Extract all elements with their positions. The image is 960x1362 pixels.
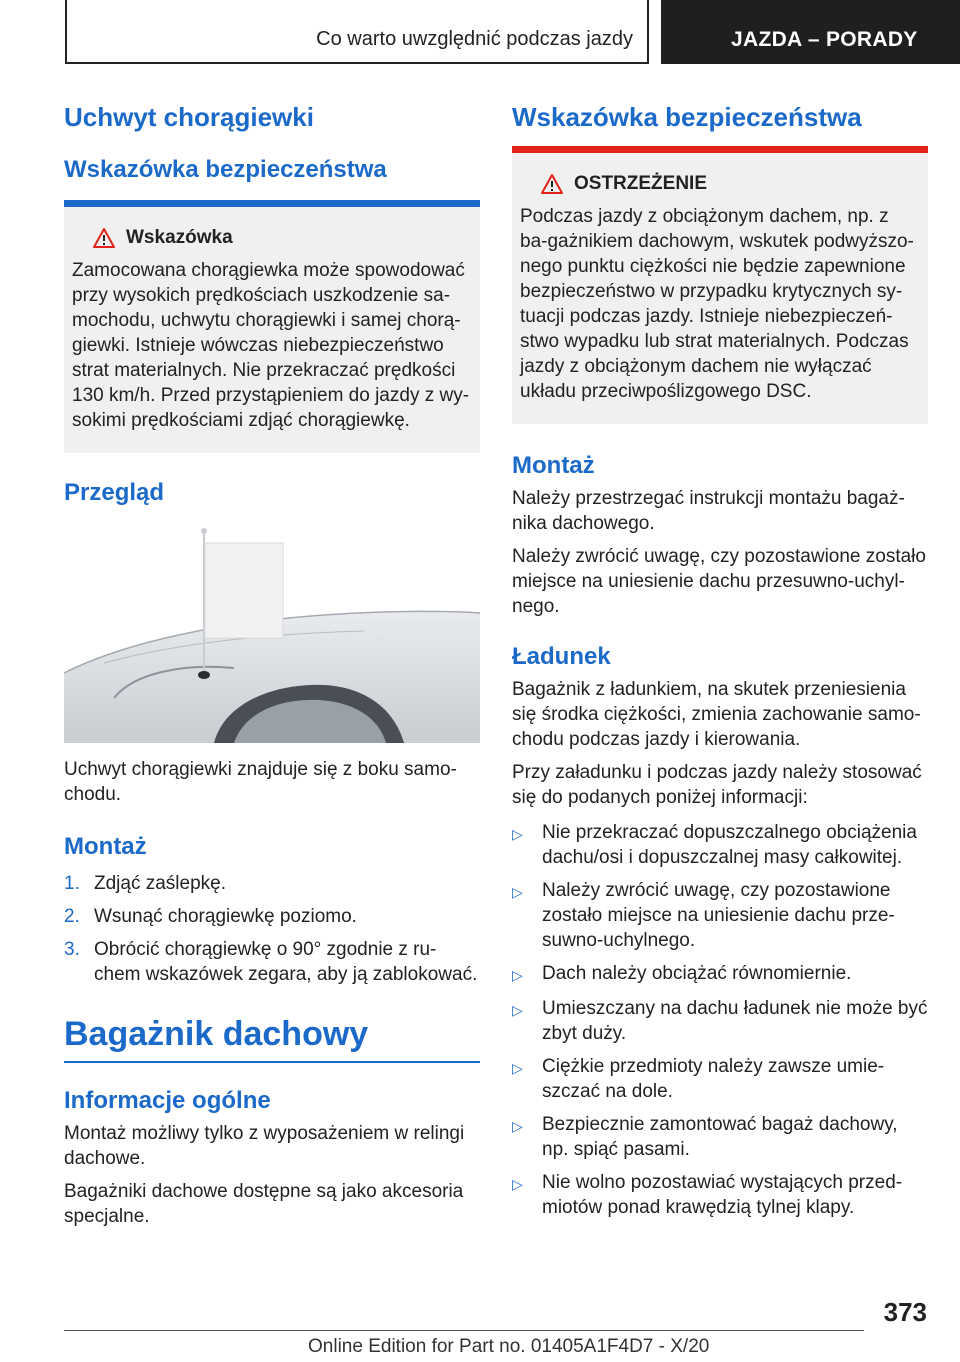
heading-roof-rack: Bagażnik dachowy [64, 1015, 369, 1053]
load-bullet-list [512, 820, 928, 1220]
step-item [64, 904, 480, 929]
warning-box [512, 153, 928, 424]
bullet-text: Nie wolno pozostawiać wystających przed-miotów ponad krawędzią tylnej klapy. [542, 1172, 903, 1218]
heading-load: Ładunek [512, 643, 611, 670]
bullet-item [512, 820, 928, 870]
heading-mounting-right: Montaż [512, 452, 595, 479]
triangle-bullet-icon: ▷ [512, 1002, 523, 1018]
heading-mounting: Montaż [64, 833, 147, 860]
bullet-item [512, 878, 928, 953]
step-number: 2. [64, 906, 80, 927]
right-column [512, 100, 928, 1228]
heading-general-info: Informacje ogólne [64, 1087, 271, 1114]
step-text: Obrócić chorągiewkę o 90° zgodnie z ru-chem wskazówek zegara, aby ją zablokować. [94, 939, 478, 985]
triangle-bullet-icon: ▷ [512, 884, 523, 900]
note-box [64, 207, 480, 453]
triangle-bullet-icon: ▷ [512, 1176, 523, 1192]
step-text: Zdjąć zaślepkę. [94, 873, 227, 894]
step-number: 1. [64, 873, 80, 894]
header-section-title: Co warto uwzględnić podczas jazdy [316, 28, 633, 50]
triangle-bullet-icon: ▷ [512, 1118, 523, 1134]
load-paragraph-2: Przy załadunku i podczas jazdy należy stosować się do podanych poniżej informacji: [512, 762, 922, 808]
triangle-bullet-icon: ▷ [512, 1060, 523, 1076]
header-chapter-tab [661, 0, 960, 64]
bullet-item [512, 961, 928, 988]
bullet-text: Należy zwrócić uwagę, czy pozostawione zostało miejsce na uniesienie dachu prze-suwno-uchylnego. [542, 880, 895, 951]
mount-paragraph-1: Należy przestrzegać instrukcji montażu bagaż-nika dachowego. [512, 488, 905, 534]
heading-safety-note: Wskazówka bezpieczeństwa [64, 156, 387, 183]
header-chapter-label: JAZDA – PORADY [731, 28, 918, 51]
bullet-item [512, 1170, 928, 1220]
car-fender-illustration [64, 523, 480, 743]
triangle-bullet-icon: ▷ [512, 826, 523, 842]
note-title: Wskazówka [126, 227, 233, 248]
note-text: Zamocowana chorągiewka może spowodować przy wysokich prędkościach uszkodzenie sa-mochodu, uchwytu chorągiewki i samej chorą-giewki. Istnieje wówczas niebezpieczeństwo strat materialnych. Nie przekraczać prędkości 130 km/h. Przed przystąpieniem do jazdy z wy-sokimi prędkościami zdjąć chorągiewkę. [72, 260, 470, 431]
bullet-item [512, 996, 928, 1046]
mounting-steps [64, 871, 480, 987]
footer-edition: Online Edition for Part no. 01405A1F4D7 - X/20 [308, 1336, 710, 1357]
step-item [64, 937, 480, 987]
general-paragraph-2: Bagażniki dachowe dostępne są jako akcesoria specjalne. [64, 1181, 464, 1227]
bullet-item [512, 1112, 928, 1162]
bullet-text: Dach należy obciążać równomiernie. [542, 963, 852, 984]
warning-rule [512, 146, 928, 153]
car-flag-holder-figure [64, 523, 480, 743]
left-column [64, 100, 480, 1229]
bullet-text: Bezpiecznie zamontować bagaż dachowy, np. spiąć pasami. [542, 1114, 898, 1160]
heading-rule [64, 1061, 480, 1063]
step-text: Wsunąć chorągiewkę poziomo. [94, 906, 357, 927]
general-paragraph-1: Montaż możliwy tylko z wyposażeniem w relingi dachowe. [64, 1123, 465, 1169]
heading-safety-note-right: Wskazówka bezpieczeństwa [512, 102, 862, 132]
footer-rule [64, 1330, 864, 1331]
warning-header [520, 171, 920, 196]
load-paragraph-1: Bagażnik z ładunkiem, na skutek przeniesienia się środka ciężkości, zmienia zachowanie samo-chodu podczas jazdy i kierowania. [512, 679, 921, 750]
heading-overview: Przegląd [64, 479, 165, 506]
step-item [64, 871, 480, 896]
bullet-text: Nie przekraczać dopuszczalnego obciążenia dachu/osi i dopuszczalnej masy całkowitej. [542, 822, 917, 868]
warning-title: OSTRZEŻENIE [574, 173, 708, 194]
warning-text: Podczas jazdy z obciążonym dachem, np. z ba-gażnikiem dachowym, wskutek podwyższo-nego punktu ciężkości nie będzie zapewnione bezpieczeństwo w przypadku krytycznych sy-tuacji podczas jazdy. Istnieje niebezpieczeń-stwo wypadku lub strat materialnych. Podczas jazdy z obciążonym dachem nie wyłączać układu przeciwpoślizgowego DSC. [520, 206, 914, 402]
bullet-text: Umieszczany na dachu ładunek nie może być zbyt duży. [542, 998, 928, 1044]
bullet-item [512, 1054, 928, 1104]
section-rule [64, 200, 480, 207]
step-number: 3. [64, 939, 80, 960]
page-number: 373 [883, 1297, 927, 1327]
mount-paragraph-2: Należy zwrócić uwagę, czy pozostawione zostało miejsce na uniesienie dachu przesuwno-uchyl-nego. [512, 546, 926, 617]
figure-caption: Uchwyt chorągiewki znajduje się z boku samo-chodu. [64, 759, 457, 805]
warning-triangle-icon [540, 173, 564, 195]
triangle-bullet-icon: ▷ [512, 967, 523, 983]
note-header [72, 225, 472, 250]
heading-flag-holder: Uchwyt chorągiewki [64, 102, 314, 132]
header-section-box [65, 0, 649, 64]
warning-triangle-icon [92, 227, 116, 249]
bullet-text: Ciężkie przedmioty należy zawsze umie-szczać na dole. [542, 1056, 885, 1102]
